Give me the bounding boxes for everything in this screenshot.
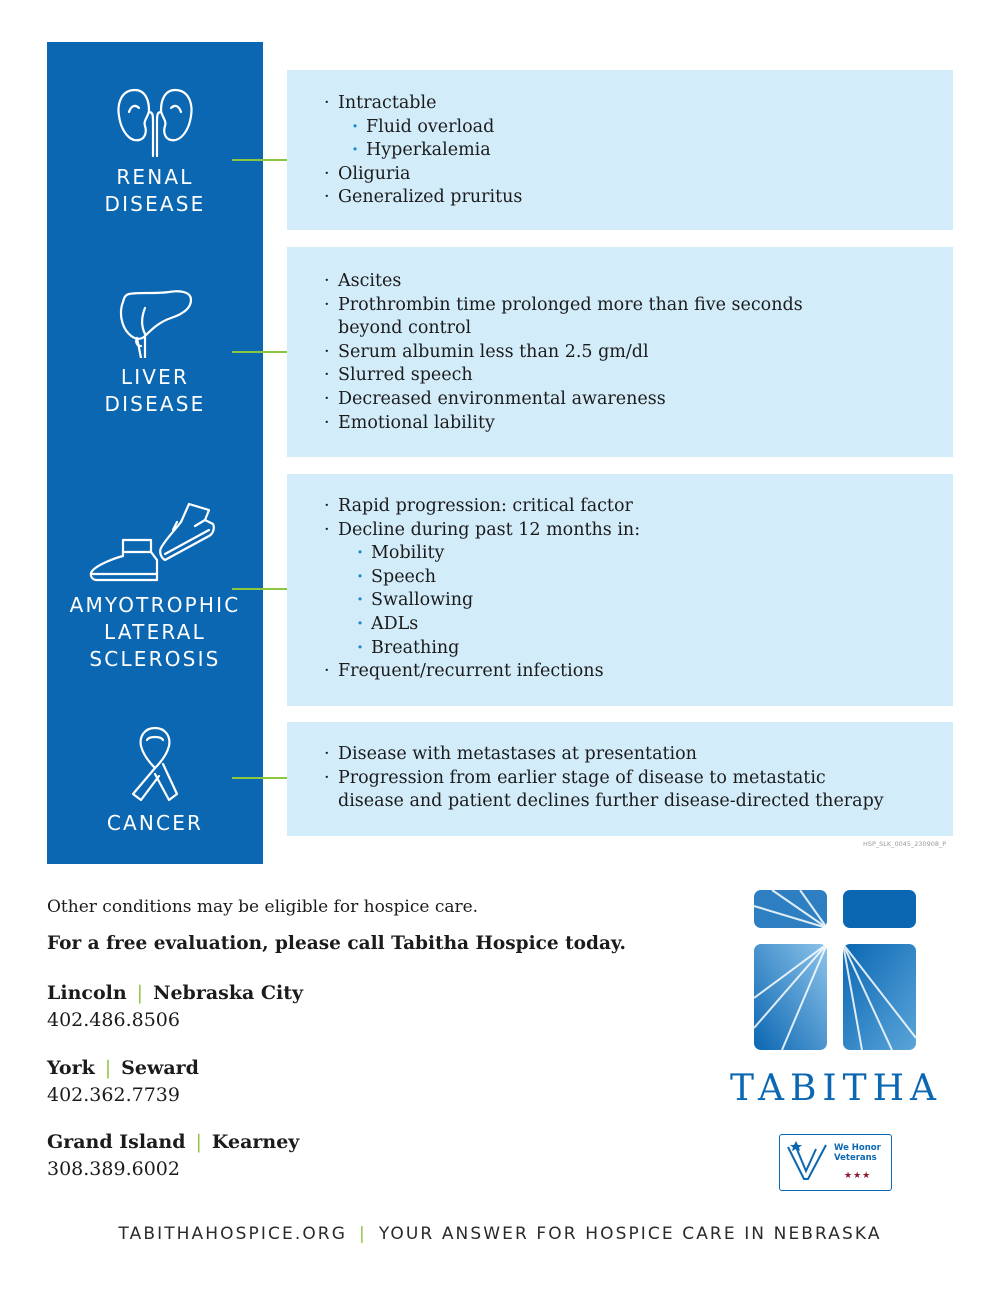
list-item: · Decline during past 12 months in: bbox=[324, 519, 953, 543]
panel-renal bbox=[287, 70, 953, 230]
list-item: · Decreased environmental awareness bbox=[324, 388, 953, 412]
category-label-als: AMYOTROPHIC LATERAL SCLEROSIS bbox=[69, 593, 241, 671]
liver-icon bbox=[115, 288, 195, 358]
list-item: · Rapid progression: critical factor bbox=[324, 495, 953, 519]
criteria-list bbox=[287, 495, 953, 684]
panel-als bbox=[287, 474, 953, 706]
list-item: · Fluid overload bbox=[324, 116, 953, 140]
document-code: HSP_SLK_0045_230908_P bbox=[863, 840, 947, 848]
kidneys-icon bbox=[115, 86, 195, 158]
list-item: · Swallowing bbox=[324, 589, 953, 613]
list-item: · Hyperkalemia bbox=[324, 139, 953, 163]
connector-line bbox=[232, 351, 287, 353]
phone-number[interactable]: 402.362.7739 bbox=[47, 1084, 180, 1106]
eligibility-note: Other conditions may be eligible for hospice care. bbox=[47, 897, 479, 917]
veterans-text: We Honor Veterans bbox=[834, 1143, 881, 1163]
office-cities: Grand Island | Kearney bbox=[47, 1131, 300, 1153]
list-item: · Mobility bbox=[324, 542, 953, 566]
tagline: YOUR ANSWER FOR HOSPICE CARE IN NEBRASKA bbox=[378, 1224, 882, 1244]
office-cities: York | Seward bbox=[47, 1057, 199, 1079]
category-label-liver: LIVER DISEASE bbox=[104, 365, 206, 416]
panel-liver bbox=[287, 247, 953, 457]
list-item: · Disease with metastases at presentation bbox=[324, 743, 953, 767]
panel-cancer bbox=[287, 722, 953, 836]
footer bbox=[0, 1224, 1000, 1244]
category-renal bbox=[47, 86, 263, 218]
list-item: · Generalized pruritus bbox=[324, 186, 953, 210]
list-item: · ADLs bbox=[324, 613, 953, 637]
office-grand-island bbox=[47, 1131, 299, 1180]
list-item: · Slurred speech bbox=[324, 364, 953, 388]
office-lincoln bbox=[47, 982, 303, 1031]
connector-line bbox=[232, 159, 287, 161]
brand-wordmark: TABITHA bbox=[729, 1068, 943, 1109]
ribbon-icon bbox=[125, 724, 185, 804]
criteria-list bbox=[287, 743, 953, 814]
phone-number[interactable]: 308.389.6002 bbox=[47, 1158, 180, 1180]
category-cancer bbox=[47, 724, 263, 837]
criteria-list bbox=[287, 92, 953, 210]
list-item: · Breathing bbox=[324, 637, 953, 661]
list-item: · Emotional lability bbox=[324, 412, 953, 436]
website-link[interactable]: TABITHAHOSPICE.ORG bbox=[118, 1224, 347, 1244]
office-york bbox=[47, 1057, 199, 1106]
shoes-icon bbox=[85, 500, 225, 586]
we-honor-veterans-badge bbox=[779, 1134, 892, 1191]
list-item: · Progression from earlier stage of disease to metastatic bbox=[324, 767, 953, 791]
list-item: · Intractable bbox=[324, 92, 953, 116]
footer-separator: | bbox=[359, 1224, 367, 1244]
list-item: beyond control bbox=[338, 318, 472, 339]
list-item: · Frequent/recurrent infections bbox=[324, 660, 953, 684]
list-item: · Speech bbox=[324, 566, 953, 590]
veterans-stars: ★★★ bbox=[844, 1171, 872, 1181]
list-item: · Prothrombin time prolonged more than five seconds bbox=[324, 294, 953, 318]
list-item: · Serum albumin less than 2.5 gm/dl bbox=[324, 341, 953, 365]
category-liver bbox=[47, 288, 263, 418]
phone-number[interactable]: 402.486.8506 bbox=[47, 1009, 180, 1031]
tabitha-cross-logo bbox=[752, 888, 918, 1054]
list-item: disease and patient declines further disease-directed therapy bbox=[338, 791, 884, 812]
list-item: · Oliguria bbox=[324, 163, 953, 187]
office-cities: Lincoln | Nebraska City bbox=[47, 982, 304, 1004]
category-als bbox=[47, 500, 263, 673]
veterans-v-icon bbox=[786, 1141, 832, 1183]
category-label-renal: RENAL DISEASE bbox=[104, 165, 206, 216]
call-to-action: For a free evaluation, please call Tabitha Hospice today. bbox=[47, 933, 626, 954]
connector-line bbox=[232, 588, 287, 590]
list-item: · Ascites bbox=[324, 270, 953, 294]
connector-line bbox=[232, 777, 287, 779]
category-label-cancer: CANCER bbox=[106, 811, 204, 835]
criteria-list bbox=[287, 270, 953, 435]
